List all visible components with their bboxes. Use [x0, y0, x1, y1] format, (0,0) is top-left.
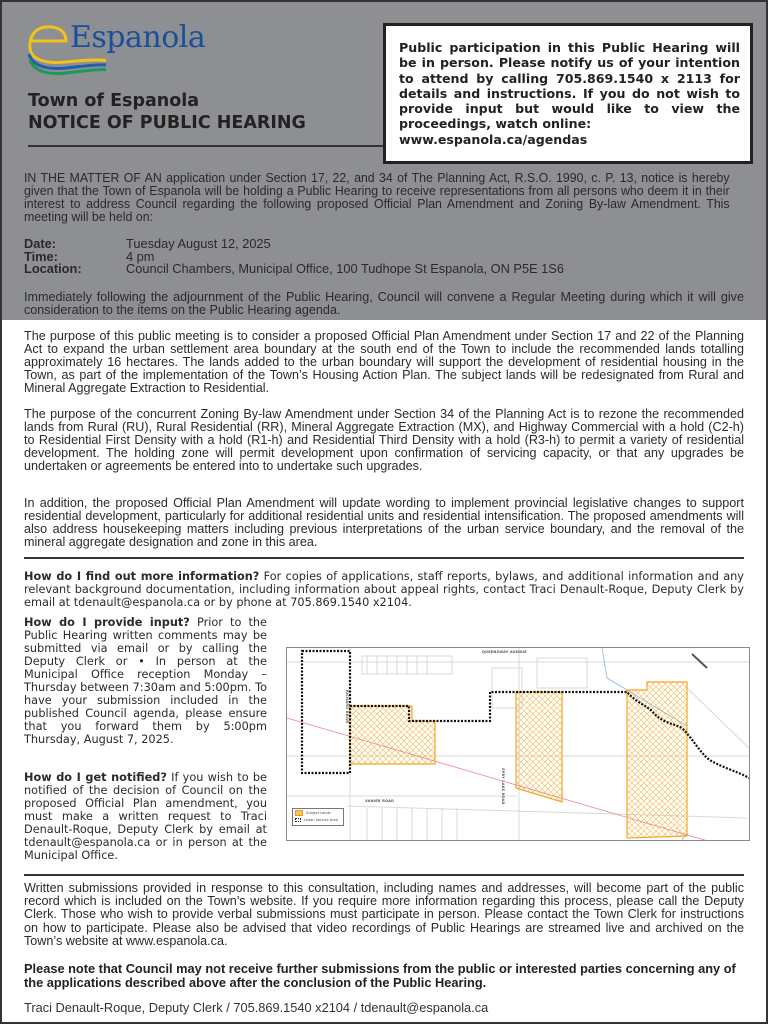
more-info-paragraph — [24, 570, 744, 609]
urban-boundary-swatch — [295, 818, 301, 822]
time-value: 4 pm — [126, 248, 155, 264]
submissions-paragraph: Written submissions provided in response to this consultation, including names and addresses, will become part of the public record which is included on the Town’s website. If you require more information regarding this process, please call the Deputy Clerk. Those who wish to provide verbal submissions must participate in person. Please contact the Town Clerk for instructions on how to participate. Please also be advised that video recordings of Public Hearings are streamed live and archived on the Town’s website at www.espanola.ca. — [24, 881, 744, 948]
after-meeting-paragraph: Immediately following the adjournment of the Public Hearing, Council will convene a Regular Meeting during which it will give consideration to the items on the Public Hearing agenda. — [24, 290, 744, 317]
subject-lands-map — [286, 647, 750, 841]
map-legend — [292, 808, 344, 826]
town-name: Town of Espanola — [28, 91, 200, 111]
road-label-vertical-middle: SPRY LAKE ROAD — [501, 768, 505, 805]
meeting-location-row — [24, 263, 564, 276]
road-label-bottom: VANIER ROAD — [365, 799, 395, 803]
subject-lands-swatch — [295, 810, 303, 816]
meeting-details — [24, 238, 564, 276]
get-notified-paragraph — [24, 771, 267, 862]
date-value: Tuesday August 12, 2025 — [126, 236, 271, 251]
callout-text: Public participation in this Public Hearing will be in person. Please notify us of your intention to attend by calling 705.869.1540 x 2113 for details and instructions. If you do not wish to provide input but would like to view the proceedings, watch online: — [399, 40, 740, 132]
more-info-heading: How do I find out more information? — [24, 570, 260, 583]
section-divider — [24, 557, 744, 559]
location-label: Location: — [24, 261, 82, 276]
legend-item-urban-service-area — [293, 816, 343, 823]
official-plan-paragraph: The purpose of this public meeting is to consider a proposed Official Plan Amendment under Section 17 and 22 of the Planning Act to expand the urban settlement area boundary at the south end of the Town to include the recommended lands totalling approximately 16 hectares. The lands added to the urban boundary will support the development of residential housing in the Town, as part of the implementation of the Town’s Housing Action Plan. The subject lands will be redesignated from Rural and Mineral Aggregate Extraction to Residential. — [24, 329, 744, 395]
title-divider — [28, 145, 388, 147]
highway-marker — [692, 654, 707, 668]
subject-land-parcel-2 — [516, 692, 562, 802]
council-note: Please note that Council may not receive further submissions from the public or interested parties concerning any of the applications described above after the conclusion of the Public Hearing. — [24, 961, 736, 990]
footer-divider — [24, 874, 744, 876]
addition-paragraph: In addition, the proposed Official Plan Amendment will update wording to implement provincial legislative changes to support residential development, particularly for additional residential units and residential intensification. The proposed amendments will also address housekeeping matters including previous interpretations of the urban service boundary, and the removal of the mineral aggregate designation and zone in this area. — [24, 496, 744, 549]
road-label-top: QUEENSWAY AVENUE — [482, 650, 527, 654]
time-label: Time: — [24, 248, 58, 264]
contact-line: Traci Denault-Roque, Deputy Clerk / 705.869.1540 x2104 / tdenault@espanola.ca — [24, 1000, 489, 1015]
intro-paragraph: IN THE MATTER OF AN application under Section 17, 22, and 34 of The Planning Act, R.S.O. 1990, c. P. 13, notice is hereby given that the Town of Espanola will be holding a Public Hearing to receive representations from all persons who deem it in their interest to address Council regarding the following proposed Official Plan Amendment and Zoning By-law Amendment. This meeting will be held on: — [24, 171, 730, 224]
location-value: Council Chambers, Municipal Office, 100 Tudhope St Espanola, ON P5E 1S6 — [126, 261, 564, 276]
legend-item-subject-lands — [293, 809, 343, 816]
date-label: Date: — [24, 236, 56, 251]
legend-label: Subject Lands — [306, 810, 331, 815]
map-drawing — [287, 648, 749, 840]
page-title — [28, 90, 306, 134]
subject-land-parcel-3 — [627, 682, 687, 838]
get-notified-text: If you wish to be notified of the decision of Council on the proposed Official Plan amendment, you must make a written request to Traci Denault-Roque, Deputy Clerk by email at tdenault@espanola.ca or in person at the Municipal Office. — [24, 771, 267, 862]
logo-text: Espanola — [70, 20, 206, 55]
espanola-logo — [26, 20, 216, 80]
provide-input-paragraph — [24, 616, 267, 746]
provide-input-text: Prior to the Public Hearing written comments may be submitted via email or by calling the Deputy Clerk or • In person at the Municipal Office reception Monday – Thursday between 7:30am and 5:00pm. To have your submission included in the published Council agenda, please ensure that you forward them by 5:00pm Thursday, August 7, 2025. — [24, 616, 268, 746]
subject-land-parcel-1 — [350, 706, 435, 764]
meeting-date-row — [24, 238, 564, 251]
notice-title: NOTICE OF PUBLIC HEARING — [28, 113, 306, 133]
participation-callout — [383, 23, 753, 164]
provide-input-heading: How do I provide input? — [24, 616, 190, 629]
road-label-vertical-left: RICHARD DRIVE — [345, 690, 349, 724]
more-info-text: For copies of applications, staff reports, bylaws, and additional information and any relevant background documentation, including information about appeal rights, contact Traci Denault-Roque, Deputy Clerk by email at tdenault@espanola.ca or by phone at 705.869.1540 x2104. — [24, 570, 744, 609]
zoning-paragraph: The purpose of the concurrent Zoning By-law Amendment under Section 34 of the Planning Act is to rezone the recommended lands from Rural (RU), Rural Residential (RR), Mineral Aggregate Extraction (MX), and Highway Commercial with a hold (C2-h) to Residential First Density with a hold (R1-h) and Residential Third Density with a hold (R3-h) to permit a variety of residential development. The holding zone will permit development upon confirmation of servicing capacity, or that any upgrades be undertaken or agreements be entered into to undertake such upgrades. — [24, 407, 744, 473]
get-notified-heading: How do I get notified? — [24, 771, 167, 784]
legend-label: Urban Service Area — [304, 817, 338, 822]
agendas-link[interactable]: www.espanola.ca/agendas — [399, 131, 588, 147]
